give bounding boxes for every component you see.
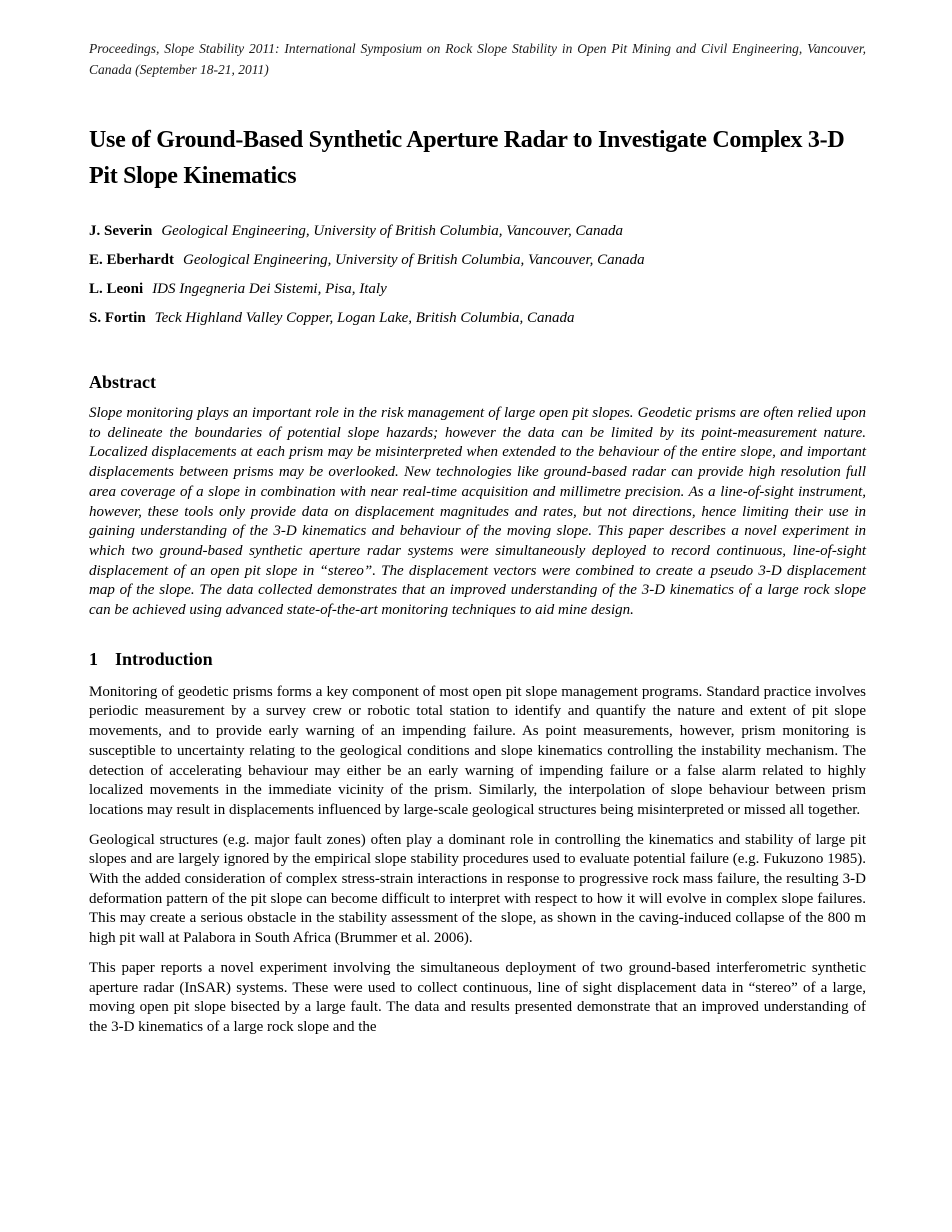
author-name: E. Eberhardt xyxy=(89,252,175,268)
author-row xyxy=(89,251,866,270)
intro-paragraph-2: Geological structures (e.g. major fault zones) often play a dominant role in controlling the kinematics and stability of large pit slopes and are largely ignored by the empirical slope stability procedures used to evaluate potential failure (e.g. Fukuzono 1985). With the added consideration of complex stress-strain interactions in response to progressive rock mass failure, the resulting 3-D deformation pattern of the pit slope can become difficult to interpret with respect to how it will evolve in complex slope failures. This may create a serious obstacle in the stability assessment of the slope, as shown in the caving-induced collapse of the 800 m high pit wall at Palabora in South Africa (Brummer et al. 2006). xyxy=(89,831,866,947)
author-row xyxy=(89,280,866,299)
author-name: S. Fortin xyxy=(89,310,146,326)
section-heading-introduction xyxy=(89,648,866,671)
intro-paragraph-3: This paper reports a novel experiment involving the simultaneous deployment of two ground-based interferometric synthetic aperture radar (InSAR) systems. These were used to collect continuous, line of sight displacement data in “stereo” of a large, moving open pit slope bisected by a large fault. The data and results presented demonstrate that an improved understanding of the 3-D kinematics of a large rock slope and the xyxy=(89,959,866,1035)
author-affiliation: Geological Engineering, University of British Columbia, Vancouver, Canada xyxy=(183,252,645,268)
author-list xyxy=(89,222,866,328)
section-number: 1 xyxy=(89,648,98,669)
intro-paragraph-1: Monitoring of geodetic prisms forms a key component of most open pit slope management programs. Standard practice involves periodic measurement by a survey crew or robotic total station to identify and quantify the nature and extent of pit slope movements, and to provide early warning of an impending failure. As point measurements, however, prism monitoring is susceptible to uncertainty relating to the geological conditions and slope kinematics controlling the instability mechanism. The detection of accelerating behaviour may either be an early warning of impending failure or a false alarm related to highly localized movements in the immediate vicinity of the prism. Similarly, the interpolation of slope behaviour between prism locations may result in displacements influenced by large-scale geological structures being misinterpreted or missed all together. xyxy=(89,683,866,818)
author-row xyxy=(89,309,866,328)
paper-title: Use of Ground-Based Synthetic Aperture Radar to Investigate Complex 3-D Pit Slope Kinematics xyxy=(89,127,845,189)
abstract-body: Slope monitoring plays an important role in the risk management of large open pit slopes. Geodetic prisms are often relied upon to delineate the boundaries of potential slope hazards; however the data can be limited by its point-measurement nature. Localized displacements at each prism may be misinterpreted when extended to the behaviour of the entire slope, and important displacements between prisms may be overlooked. New technologies like ground-based radar can provide high resolution full area coverage of a slope in combination with near real-time acquisition and millimetre precision. As a line-of-sight instrument, however, these tools only provide data on displacement magnitudes and rates, but not directions, hence limiting their use in gaining understanding of the 3-D kinematics and behaviour of the moving slope. This paper describes a novel experiment in which two ground-based synthetic aperture radar systems were simultaneously deployed to record continuous, line-of-sight displacement of an open pit slope in “stereo”. The displacement vectors were combined to create a pseudo 3-D displacement map of the slope. The data collected demonstrates that an improved understanding of the 3-D kinematics of a large rock slope can be achieved using advanced state-of-the-art monitoring techniques to aid mine design. xyxy=(89,405,866,619)
author-row xyxy=(89,222,866,241)
author-name: L. Leoni xyxy=(89,281,144,297)
author-affiliation: Geological Engineering, University of British Columbia, Vancouver, Canada xyxy=(161,223,623,239)
abstract-heading: Abstract xyxy=(89,372,156,392)
section-title: Introduction xyxy=(115,648,213,669)
author-name: J. Severin xyxy=(89,223,153,239)
author-affiliation: IDS Ingegneria Dei Sistemi, Pisa, Italy xyxy=(152,281,387,297)
proceedings-header: Proceedings, Slope Stability 2011: International Symposium on Rock Slope Stability in Open Pit Mining and Civil Engineering, Vancouver, Canada (September 18-21, 2011) xyxy=(89,41,866,77)
author-affiliation: Teck Highland Valley Copper, Logan Lake, British Columbia, Canada xyxy=(154,310,575,326)
